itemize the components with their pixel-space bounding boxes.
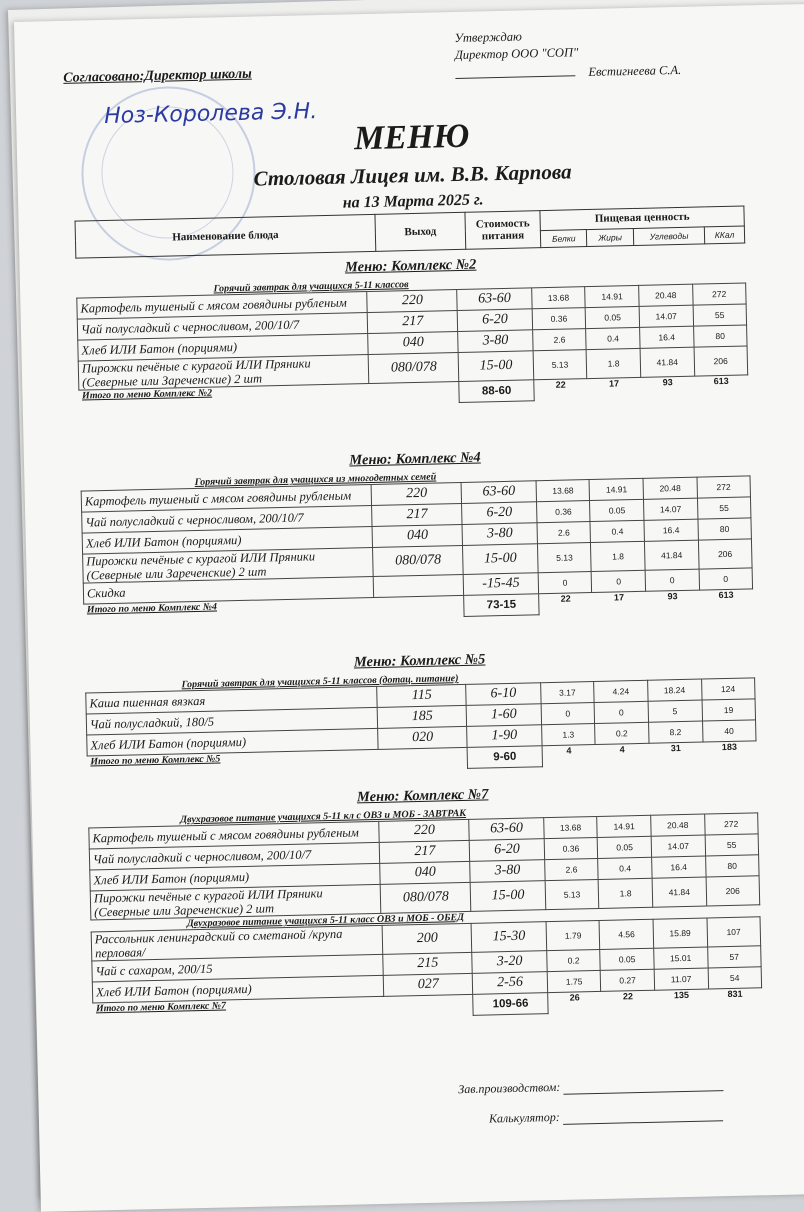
- dish-carbs: 20.48: [639, 284, 693, 306]
- dish-name: Картофель тушеный с мясом говядины рубленым: [81, 485, 372, 513]
- dish-kcal: 206: [706, 876, 760, 906]
- dish-protein: 0.36: [536, 501, 590, 523]
- group-title: Горячий завтрак для учащихся 5-11 классов: [213, 279, 409, 295]
- dish-fat: 0.05: [600, 948, 654, 970]
- dish-carbs: 18.24: [647, 679, 701, 701]
- production-head-signature: [563, 1078, 723, 1095]
- approval-right: [454, 25, 681, 84]
- dish-fat: 1.8: [599, 878, 653, 908]
- dish-output: 220: [379, 819, 469, 842]
- group-title: Горячий завтрак для учащихся 5-11 классов (дотац. питание): [181, 673, 459, 691]
- group-title: Двухразовое питание учащихся 5-11 кл с ОВЗ и МОБ - ЗАВТРАК: [180, 807, 467, 826]
- dish-output: 217: [372, 503, 462, 526]
- dish-cost: 6-20: [470, 839, 545, 862]
- approval-left: Согласовано:Директор школы: [63, 66, 252, 86]
- dish-cost: 3-80: [458, 330, 533, 353]
- dish-carbs: 11.07: [654, 968, 708, 990]
- dish-cost: 63-60: [469, 818, 544, 841]
- dish-kcal: 55: [697, 497, 751, 519]
- total-protein: 22: [555, 379, 566, 390]
- production-head-line: [458, 1076, 723, 1097]
- dish-protein: 3.17: [540, 682, 594, 704]
- dish-kcal: 40: [702, 720, 756, 742]
- canteen-name: Столовая Лицея им. В.В. Карпова: [253, 159, 572, 191]
- dish-name: Хлеб ИЛИ Батон (порциями): [90, 863, 381, 891]
- dish-fat: 0: [592, 570, 646, 592]
- total-protein: 4: [566, 745, 572, 756]
- dish-carbs: 15.89: [653, 918, 707, 948]
- dish-name: Рассольник ленинградский со сметаной /крупа перловая/: [91, 925, 383, 961]
- total-fat: 4: [619, 744, 625, 755]
- dish-fat: 4.56: [599, 919, 653, 949]
- section-title: Меню: Комплекс №7: [356, 786, 489, 806]
- dish-protein: 2.6: [532, 329, 586, 351]
- page-title: МЕНЮ: [353, 117, 470, 158]
- dish-output: 115: [377, 684, 466, 707]
- dish-output: 080/078: [369, 352, 460, 383]
- dish-kcal: 80: [705, 855, 759, 877]
- dish-name: Картофель тушеный с мясом говядины рубленым: [77, 292, 368, 320]
- total-kcal: 183: [721, 741, 738, 753]
- calculator-label: Калькулятор:: [488, 1109, 560, 1126]
- col-cost: Стоимость питания: [465, 211, 541, 250]
- calculator-signature: [563, 1108, 723, 1125]
- total-cost: 9-60: [467, 746, 542, 769]
- dish-protein: 5.13: [533, 350, 587, 380]
- dish-carbs: 14.07: [644, 498, 698, 520]
- dish-name: Чай полусладкий, 180/5: [86, 707, 378, 735]
- menu-table: [81, 475, 754, 625]
- dish-carbs: 41.84: [645, 540, 699, 570]
- dish-carbs: 41.84: [652, 877, 706, 907]
- dish-carbs: 15.01: [654, 947, 708, 969]
- group-title: Двухразовое питание учащихся 5-11 класс ОВЗ и МОБ - ОБЕД: [186, 912, 465, 930]
- dish-fat: 1.8: [591, 541, 645, 571]
- dish-protein: 0: [538, 572, 592, 594]
- dish-cost: 6-10: [466, 683, 541, 706]
- total-label: Итого по меню Комплекс №2: [81, 387, 213, 402]
- menu-table: [76, 282, 748, 411]
- col-carbs: Углеводы: [633, 227, 705, 246]
- dish-name: Скидка: [83, 576, 374, 604]
- dish-output: 080/078: [381, 882, 472, 913]
- dish-kcal: 107: [707, 917, 761, 947]
- dish-protein: 0.36: [532, 308, 586, 330]
- dish-output: 080/078: [373, 545, 464, 576]
- dish-kcal: 272: [692, 283, 746, 305]
- dish-name: Чай полусладкий с черносливом, 200/10/7: [89, 842, 380, 870]
- dish-output: 200: [382, 923, 472, 954]
- dish-fat: 0.4: [586, 327, 640, 349]
- dish-fat: 0.05: [586, 306, 640, 328]
- dish-protein: 13.68: [543, 816, 597, 838]
- dish-carbs: 16.4: [652, 856, 706, 878]
- dish-protein: 13.68: [536, 480, 590, 502]
- section-title: Меню: Комплекс №4: [349, 449, 481, 469]
- col-name: Наименование блюда: [75, 214, 376, 258]
- dish-cost: 2-56: [472, 972, 547, 995]
- menu-section: [80, 443, 754, 625]
- dish-name: Чай полусладкий с черносливом, 200/10/7: [77, 313, 368, 341]
- dish-protein: 2.6: [537, 522, 591, 544]
- dish-output: 220: [371, 482, 461, 505]
- dish-fat: 0.27: [601, 969, 655, 991]
- dish-output: 217: [380, 840, 470, 863]
- menu-section: [76, 250, 749, 411]
- dish-kcal: 206: [698, 539, 752, 569]
- dish-fat: 0.05: [590, 499, 644, 521]
- dish-fat: 4.24: [594, 680, 648, 702]
- dish-fat: 14.91: [590, 478, 644, 500]
- menu-table: [88, 812, 760, 920]
- approval-right-name: Евстигнеева С.А.: [588, 62, 682, 79]
- col-protein: Белки: [540, 229, 587, 247]
- dish-cost: 1-90: [467, 725, 542, 748]
- production-head-label: Зав.производством:: [458, 1079, 561, 1097]
- dish-carbs: 5: [648, 700, 702, 722]
- dish-name: Пирожки печёные с курагой ИЛИ Пряники (Северные или Зареченские) 2 шт: [90, 884, 381, 920]
- dish-carbs: 41.84: [640, 347, 694, 377]
- dish-fat: 0.4: [590, 520, 644, 542]
- dish-name: Хлеб ИЛИ Батон (порциями): [78, 334, 369, 362]
- dish-kcal: 80: [693, 325, 747, 347]
- dish-carbs: 20.48: [651, 814, 705, 836]
- dish-kcal: 80: [698, 518, 752, 540]
- menu-table: [85, 677, 757, 777]
- dish-cost: 1-60: [466, 704, 541, 727]
- dish-cost: 3-80: [462, 523, 537, 546]
- dish-kcal: 124: [701, 678, 755, 700]
- dish-output: 027: [384, 973, 473, 996]
- dish-kcal: 55: [705, 834, 759, 856]
- total-label: Итого по меню Комплекс №7: [95, 1000, 227, 1015]
- col-fat: Жиры: [587, 228, 634, 246]
- dish-protein: 1.79: [546, 920, 600, 950]
- section-title: Меню: Комплекс №2: [344, 256, 477, 276]
- total-carbs: 135: [673, 989, 690, 1001]
- dish-carbs: 0: [645, 569, 699, 591]
- dish-cost: 6-20: [462, 502, 537, 525]
- menu-sheet: [14, 4, 804, 1212]
- dish-fat: 14.91: [597, 815, 651, 837]
- dish-cost: 3-20: [472, 951, 547, 974]
- dish-name: Чай полусладкий с черносливом, 200/10/7: [82, 506, 373, 534]
- dish-protein: 2.6: [544, 858, 598, 880]
- dish-name: Хлеб ИЛИ Батон (порциями): [87, 728, 379, 756]
- dish-protein: 1.75: [547, 970, 601, 992]
- dish-carbs: 16.4: [640, 326, 694, 348]
- calculator-line: [489, 1106, 723, 1126]
- col-output: Выход: [375, 212, 466, 251]
- dish-fat: 0.4: [598, 857, 652, 879]
- dish-carbs: 14.07: [651, 835, 705, 857]
- dish-kcal: 0: [699, 568, 753, 590]
- total-carbs: 93: [667, 591, 678, 602]
- dish-name: Пирожки печёные с курагой ИЛИ Пряники (Северные или Зареченские) 2 шт: [78, 355, 369, 391]
- dish-protein: 0.36: [544, 837, 598, 859]
- dish-output: 217: [368, 311, 458, 334]
- dish-cost: 15-00: [463, 544, 538, 575]
- dish-kcal: 19: [702, 699, 756, 721]
- dish-carbs: 16.4: [644, 519, 698, 541]
- dish-protein: 1.3: [541, 724, 595, 746]
- dish-carbs: 14.07: [639, 305, 693, 327]
- total-carbs: 93: [662, 377, 673, 388]
- total-carbs: 31: [670, 743, 681, 754]
- dish-carbs: 8.2: [648, 721, 702, 743]
- dish-carbs: 20.48: [643, 477, 697, 499]
- dish-fat: 0.2: [595, 722, 649, 744]
- total-fat: 17: [608, 378, 620, 389]
- dish-name: Чай с сахаром, 200/15: [92, 954, 384, 982]
- dish-kcal: 272: [697, 476, 751, 498]
- dish-fat: 14.91: [585, 285, 639, 307]
- dish-protein: 5.13: [537, 543, 591, 573]
- approval-right-line1: Утверждаю: [454, 29, 522, 46]
- total-protein: 22: [560, 593, 571, 604]
- menu-table: [91, 916, 763, 1024]
- dish-fat: 1.8: [587, 348, 641, 378]
- dish-kcal: 206: [694, 346, 748, 376]
- dish-output: 040: [368, 332, 458, 355]
- dish-protein: 0: [541, 703, 595, 725]
- dish-output: 185: [378, 705, 467, 728]
- dish-cost: 15-00: [459, 351, 534, 382]
- dish-cost: 6-20: [458, 309, 533, 332]
- dish-cost: -15-45: [463, 573, 538, 596]
- total-cost: 109-66: [473, 993, 548, 1016]
- menu-section: [85, 645, 757, 777]
- dish-output: 040: [380, 861, 470, 884]
- dish-name: Каша пшенная вязкая: [86, 686, 378, 714]
- dish-name: Пирожки печёные с курагой ИЛИ Пряники (Северные или Зареченские) 2 шт: [83, 547, 374, 583]
- col-nutrition: Пищевая ценность: [540, 206, 744, 230]
- section-title: Меню: Комплекс №5: [353, 651, 486, 671]
- group-title: Горячий завтрак для учащихся из многодетных семей: [194, 471, 437, 489]
- total-kcal: 613: [718, 589, 734, 601]
- dish-kcal: 272: [704, 813, 758, 835]
- dish-cost: 3-80: [470, 860, 545, 883]
- dish-output: 020: [378, 726, 467, 749]
- total-fat: 22: [622, 991, 634, 1002]
- col-kcal: ККал: [704, 226, 744, 244]
- total-cost: 88-60: [459, 380, 534, 403]
- dish-kcal: 55: [693, 304, 747, 326]
- total-protein: 26: [569, 992, 580, 1003]
- dish-cost: 63-60: [461, 481, 536, 504]
- total-fat: 17: [613, 592, 625, 603]
- dish-name: Хлеб ИЛИ Батон (порциями): [92, 975, 384, 1003]
- dish-output: 220: [367, 290, 457, 313]
- dish-protein: 13.68: [531, 287, 585, 309]
- director-signature: Ноз-Королева Э.Н.: [103, 99, 318, 129]
- total-kcal: 613: [713, 375, 729, 387]
- total-label: Итого по меню Комплекс №4: [86, 601, 218, 616]
- dish-output: 040: [372, 524, 462, 547]
- dish-fat: 0: [594, 701, 648, 723]
- dish-cost: 15-30: [471, 922, 546, 953]
- menu-section: [88, 780, 763, 1024]
- dish-output: 215: [383, 952, 472, 975]
- menu-date: на 13 Марта 2025 г.: [342, 191, 484, 212]
- dish-name: Картофель тушеный с мясом говядины рубленым: [89, 821, 380, 849]
- total-kcal: 831: [727, 988, 743, 1000]
- total-cost: 73-15: [464, 594, 539, 617]
- approval-signature-line: [455, 61, 575, 79]
- total-label: Итого по меню Комплекс №5: [90, 753, 221, 768]
- dish-cost: 15-00: [471, 881, 546, 912]
- dish-fat: 0.05: [598, 836, 652, 858]
- approval-right-line2: Директор ООО "СОП": [454, 45, 579, 63]
- dish-cost: 63-60: [457, 288, 532, 311]
- dish-kcal: 54: [708, 967, 762, 989]
- dish-protein: 5.13: [545, 879, 599, 909]
- dish-kcal: 57: [707, 946, 761, 968]
- dish-name: Хлеб ИЛИ Батон (порциями): [82, 526, 373, 554]
- dish-output: [374, 574, 464, 597]
- dish-protein: 0.2: [547, 949, 601, 971]
